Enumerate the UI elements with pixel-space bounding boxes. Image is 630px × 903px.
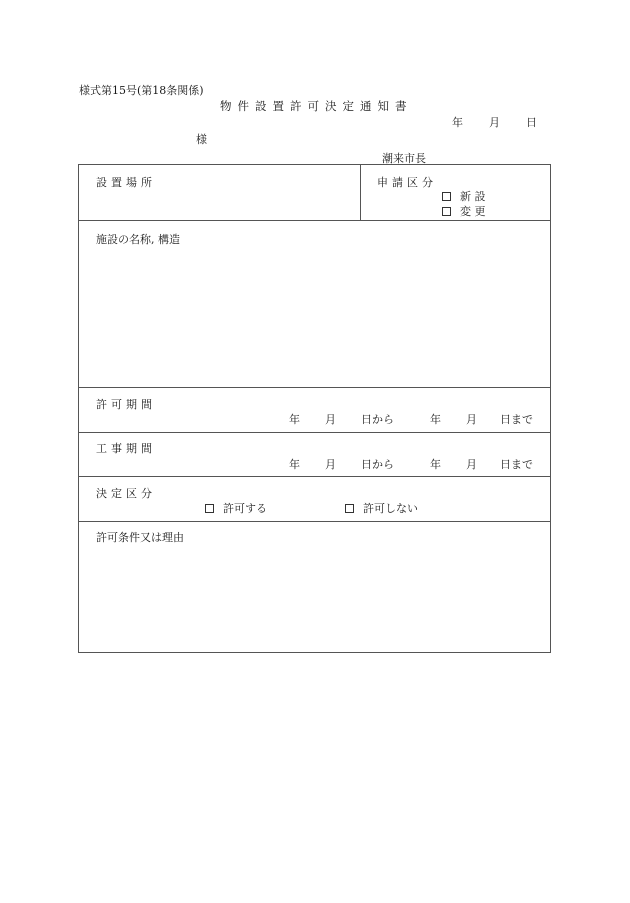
decision-label: 決定区分: [96, 487, 156, 500]
date-day: 日: [526, 116, 537, 129]
document-title: 物件設置許可決定通知書: [220, 99, 413, 113]
option-deny-label: 許可しない: [363, 502, 418, 515]
option-change[interactable]: [442, 203, 486, 219]
row-divider: [79, 387, 550, 388]
option-new[interactable]: [442, 188, 486, 204]
construction-period-dates: [79, 456, 550, 470]
from-year: 年: [289, 458, 300, 471]
to-day: 日まで: [500, 413, 533, 426]
option-new-label: 新 設: [460, 190, 486, 203]
construction-period-label: 工事期間: [96, 442, 156, 455]
checkbox-icon[interactable]: [345, 504, 354, 513]
checkbox-icon[interactable]: [442, 192, 451, 201]
date-line: [452, 114, 537, 130]
row-divider: [79, 476, 550, 477]
option-change-label: 変 更: [460, 205, 486, 218]
from-day: 日から: [361, 413, 394, 426]
date-year: 年: [452, 116, 463, 129]
addressee-suffix: 様: [196, 133, 207, 146]
facility-label: 施設の名称, 構造: [96, 233, 180, 246]
row-divider: [79, 521, 550, 522]
column-divider: [360, 165, 361, 220]
date-month: 月: [489, 116, 500, 129]
row-divider: [79, 220, 550, 221]
checkbox-icon[interactable]: [205, 504, 214, 513]
permit-period-label: 許可期間: [96, 398, 156, 411]
location-label: 設置場所: [96, 176, 156, 189]
checkbox-icon[interactable]: [442, 207, 451, 216]
row-divider: [79, 432, 550, 433]
form-number: 様式第15号(第18条関係): [79, 84, 204, 97]
to-month: 月: [466, 458, 477, 471]
conditions-label: 許可条件又は理由: [96, 531, 184, 544]
to-day: 日まで: [500, 458, 533, 471]
permit-form-table: [78, 164, 551, 653]
to-month: 月: [466, 413, 477, 426]
permit-period-dates: [79, 411, 550, 425]
option-permit-label: 許可する: [223, 502, 267, 515]
to-year: 年: [430, 413, 441, 426]
option-permit[interactable]: [205, 500, 267, 516]
from-month: 月: [325, 413, 336, 426]
from-year: 年: [289, 413, 300, 426]
application-type-label: 申請区分: [377, 176, 437, 189]
option-deny[interactable]: [345, 500, 418, 516]
from-month: 月: [325, 458, 336, 471]
from-day: 日から: [361, 458, 394, 471]
to-year: 年: [430, 458, 441, 471]
issuer-name: 潮来市長: [382, 152, 426, 165]
